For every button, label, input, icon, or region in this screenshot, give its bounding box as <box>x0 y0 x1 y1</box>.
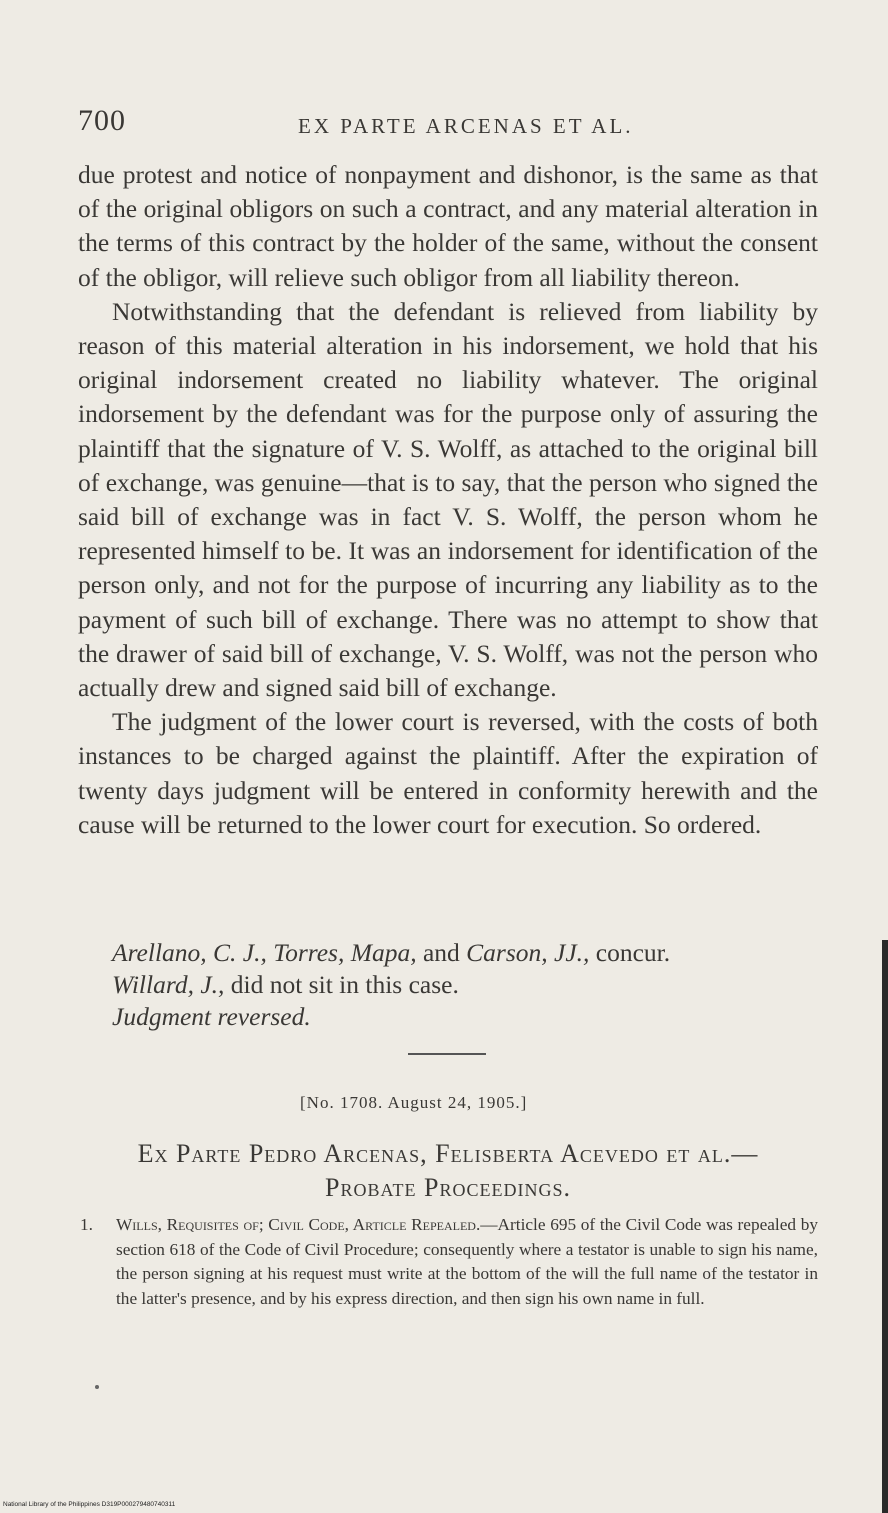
concurring-justice-carson: Carson, JJ., <box>466 938 590 967</box>
syllabus <box>80 1213 818 1311</box>
syllabus-heading: Wills, Requisites of; Civil Code, Article Repealed. <box>116 1215 481 1234</box>
page-number: 700 <box>78 104 126 137</box>
opinion-paragraph-2: Notwithstanding that the defendant is relieved from liability by reason of this material alteration in his indorsement, we hold that his original indorsement created no liability whatever. The original indorsement by the defendant was for the purpose only of assuring the plaintiff that the signature of V. S. Wolff, as attached to the original bill of exchange, was genuine—that is to say, that the person who signed the said bill of exchange was in fact V. S. Wolff, the person whom he represented himself to be. It was an indorsement for identification of the person only, and not for the purpose of incurring any liability as to the payment of such bill of exchange. There was no attempt to show that the drawer of said bill of exchange, V. S. Wolff, was not the person who actually drew and signed said bill of exchange. <box>78 296 818 703</box>
case-title <box>78 1137 818 1205</box>
absent-justice: Willard, J., <box>112 970 225 999</box>
page-header <box>78 104 818 144</box>
running-title: EX PARTE ARCENAS ET AL. <box>298 114 634 138</box>
case-title-line-1: Ex Parte Pedro Arcenas, Felisberta Acevedo et al.— <box>137 1139 759 1168</box>
concurring-justices: Arellano, C. J., Torres, Mapa, <box>112 938 417 967</box>
opinion-paragraph-3: The judgment of the lower court is reversed, with the costs of both instances to be charged against the plaintiff. After the expiration of twenty days judgment will be entered in conformity herewith and the cause will be returned to the lower court for execution. So ordered. <box>78 707 818 839</box>
and-word: and <box>422 938 460 967</box>
opinion-paragraph-1: due protest and notice of nonpayment and dishonor, is the same as that of the original obligors on such a contract, and any material alteration in the terms of this contract by the holder of the same, without the consent of the obligor, will relieve such obligor from all liability thereon. <box>78 160 818 292</box>
absent-line <box>112 969 818 1001</box>
stray-mark <box>95 1385 99 1389</box>
syllabus-number: 1. <box>80 1215 93 1234</box>
concurrence-block <box>112 937 818 1033</box>
absent-note: did not sit in this case. <box>230 970 459 999</box>
scan-edge-shadow <box>882 940 888 1513</box>
concurrence-line <box>112 937 818 969</box>
section-divider <box>408 1053 486 1055</box>
concur-word: concur. <box>595 938 671 967</box>
judgment-result: Judgment reversed. <box>112 1002 311 1031</box>
opinion-body <box>78 158 818 842</box>
case-number-date: [No. 1708. August 24, 1905.] <box>300 1093 528 1112</box>
syllabus-text: —Article 695 of the Civil Code was repealed by section 618 of the Code of Civil Procedure; consequently where a testator is unable to sign his name, the person signing at his request must write at the bottom of the will the full name of the testator in the latter's presence, and by his express direction, and then sign his own name in full. <box>116 1215 818 1308</box>
scan-footer: National Library of the Philippines D319P000279480740311 <box>3 1501 176 1508</box>
case-title-line-2: Probate Proceedings. <box>325 1173 571 1202</box>
